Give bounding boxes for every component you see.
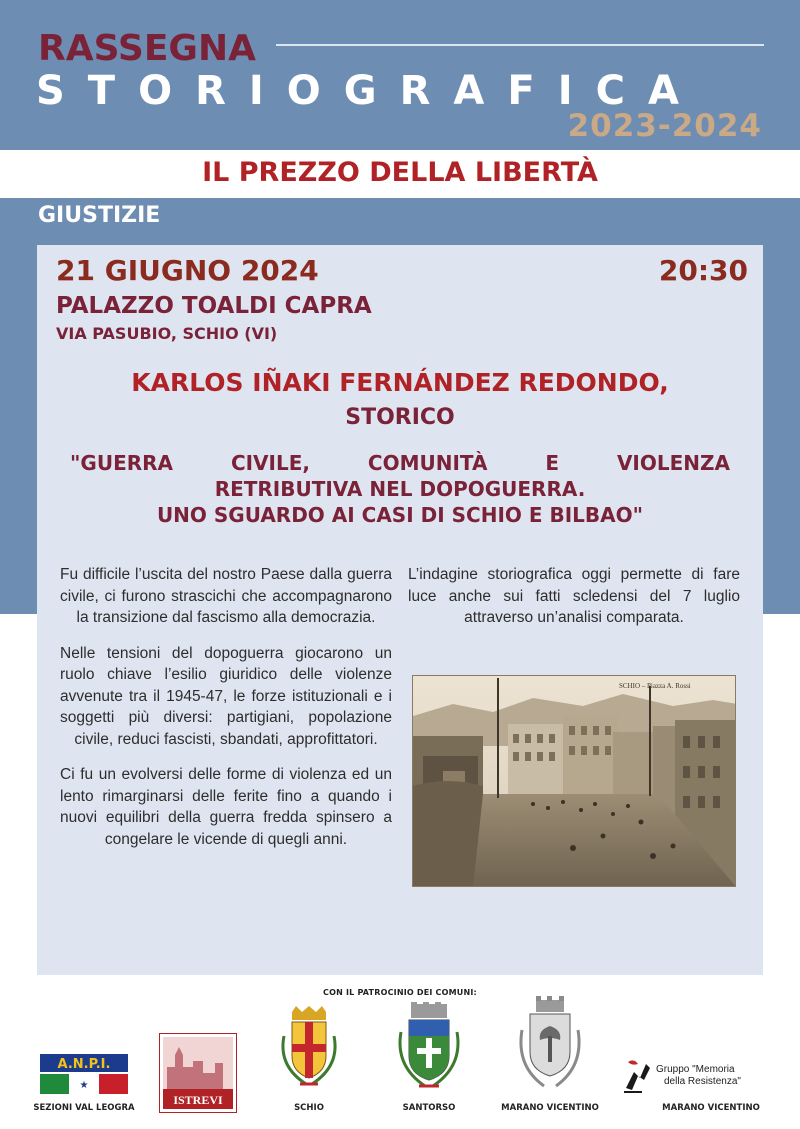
talk-word: CIVILE,: [230, 451, 310, 475]
schio-caption: SCHIO: [294, 1103, 324, 1113]
main-title: IL PREZZO DELLA LIBERTÀ: [202, 157, 598, 188]
svg-text:A.N.P.I.: A.N.P.I.: [57, 1057, 111, 1072]
series-title-line1: RASSEGNA: [38, 28, 256, 69]
talk-word: VIOLENZA: [616, 451, 730, 475]
event-date: 21 GIUGNO 2024: [56, 254, 319, 287]
body-paragraph: Nelle tensioni del dopoguerra giocarono un ruolo chiave l’esilio giuridico delle violenze avvenute tra il 1945-47, le forze istituzionali e i soggetti più diversi: partigiani, popolazione civile, reduci fascisti, sbandati, approfittatori.: [60, 644, 392, 748]
santorso-caption: SANTORSO: [402, 1103, 456, 1113]
talk-title: [70, 450, 730, 528]
talk-title-line2: RETRIBUTIVA NEL DOPOGUERRA.: [214, 477, 586, 501]
svg-text:della Resistenza": della Resistenza": [664, 1076, 741, 1087]
historic-photo: [412, 675, 736, 887]
talk-word: "GUERRA: [70, 451, 174, 475]
santorso-crest: [393, 1002, 465, 1094]
marano-crest: [514, 996, 586, 1094]
body-paragraph: Fu difficile l’uscita del nostro Paese dalla guerra civile, ci furono strascichi che accompagnarono la transizione dal fascismo alla democrazia.: [60, 566, 392, 626]
speaker-name: KARLOS IÑAKI FERNÁNDEZ REDONDO,: [131, 368, 669, 397]
photo-caption: SCHIO – Piazza A. Rossi: [619, 682, 691, 690]
series-years: 2023-2024: [567, 108, 762, 144]
svg-text:★: ★: [79, 1080, 89, 1091]
anpi-caption: SEZIONI VAL LEOGRA: [33, 1103, 135, 1113]
event-time: 20:30: [658, 254, 748, 287]
gruppo-memoria-caption: MARANO VICENTINO: [662, 1103, 760, 1113]
section-label: GIUSTIZIE: [38, 203, 161, 228]
talk-title-line3: UNO SGUARDO AI CASI DI SCHIO E BILBAO": [156, 503, 644, 527]
talk-word: COMUNITÀ: [367, 451, 488, 475]
header-rule: [276, 44, 764, 46]
schio-crest: [276, 1006, 342, 1092]
talk-word: E: [545, 451, 560, 475]
anpi-logo: [40, 1052, 128, 1096]
svg-text:Gruppo "Memoria: Gruppo "Memoria: [656, 1064, 735, 1075]
marano-caption: MARANO VICENTINO: [501, 1103, 599, 1113]
gruppo-memoria-logo: [620, 1054, 770, 1096]
svg-text:ISTREVI: ISTREVI: [173, 1093, 223, 1107]
body-right-column: L’indagine storiografica oggi permette di fare luce anche sui fatti scledensi del 7 luglio attraverso un’analisi comparata.: [408, 566, 740, 626]
body-left-column: [60, 564, 392, 864]
event-venue: PALAZZO TOALDI CAPRA: [56, 293, 372, 319]
event-address: VIA PASUBIO, SCHIO (VI): [56, 324, 278, 343]
talk-title-line1: [70, 450, 730, 476]
body-paragraph: Ci fu un evolversi delle forme di violenza ed un lento rimarginarsi delle ferite fino a quando i nuovi equilibri della guerra fredda spinsero a congelare le vicende di quegli anni.: [60, 766, 392, 848]
patronage-label: CON IL PATROCINIO DEI COMUNI:: [323, 988, 477, 997]
series-title-line2: STORIOGRAFICA: [36, 68, 702, 114]
speaker-role: STORICO: [345, 405, 455, 430]
istrevi-logo: [159, 1033, 237, 1113]
